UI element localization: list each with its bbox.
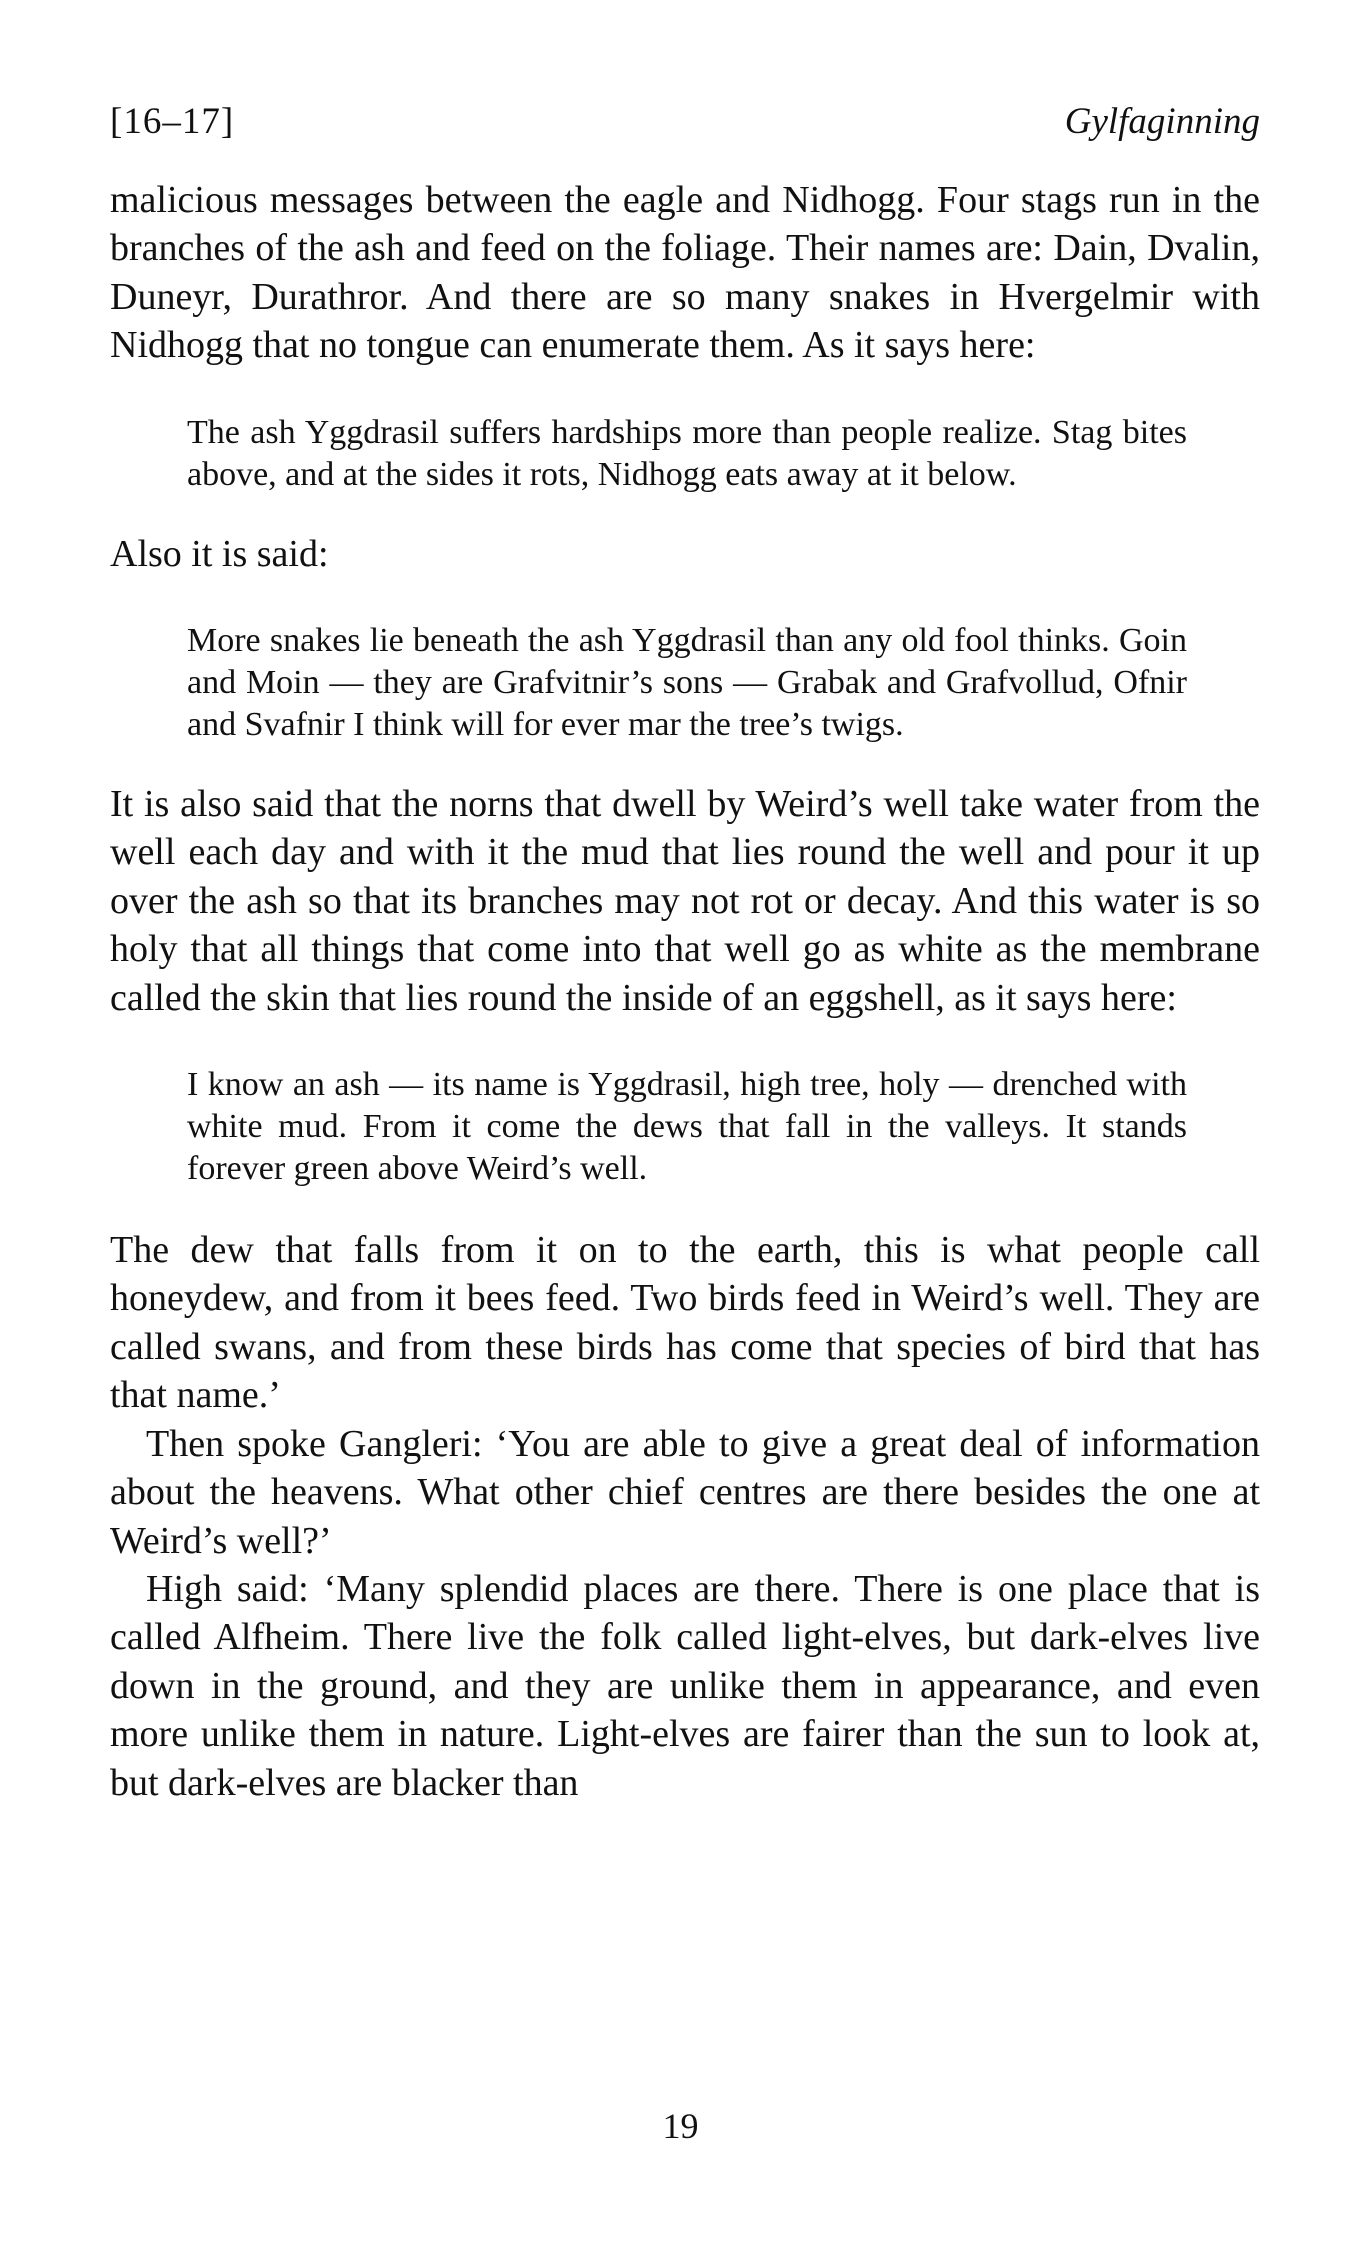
paragraph-also-said: Also it is said: [110,532,329,575]
running-head [110,100,1260,160]
page-number: 19 [662,2106,699,2146]
section-title: Gylfaginning [1064,101,1260,142]
page-range: [16–17] [110,101,235,142]
paragraph-norns: It is also said that the norns that dwell by Weird’s well take water from the well each day and with it the mud that lies round the well and pour it up over the ash so that its branches may not rot or decay. And this water is so holy that all things that come into that well go as white as the membrane called the skin that lies round the inside of an eggshell, as it says here: [110,783,1260,1019]
paragraph-gangleri: Then spoke Gangleri: ‘You are able to give a great deal of information about the heavens. What other chief centres are there besides the one at Weird’s well?’ [110,1422,1260,1562]
quote-yggdrasil-hardships: The ash Yggdrasil suffers hardships more than people realize. Stag bites above, and at the sides it rots, Nidhogg eats away at it below. [187,413,1187,493]
paragraph-alfheim: High said: ‘Many splendid places are there. There is one place that is called Alfheim. There live the folk called light-elves, but dark-elves live down in the ground, and they are unlike them in appearance, and even more unlike them in nature. Light-elves are fairer than the sun to look at, but dark-elves are blacker than [110,1567,1260,1804]
page-body [110,176,1260,1807]
paragraph-stags: malicious messages between the eagle and Nidhogg. Four stags run in the branches of the ash and feed on the foliage. Their names are: Dain, Dvalin, Duneyr, Durathror. And there are so many snakes in Hvergelmir with Nidhogg that no tongue can enumerate them. As it says here: [110,179,1260,367]
quote-white-mud: I know an ash — its name is Yggdrasil, high tree, holy — drenched with white mud. From it come the dews that fall in the valleys. It stands forever green above Weird’s well. [187,1066,1187,1188]
paragraph-honeydew: The dew that falls from it on to the earth, this is what people call honeydew, and from it bees feed. Two birds feed in Weird’s well. They are called swans, and from these birds has come that species of bird that has that name.’ [110,1229,1260,1417]
quote-snakes: More snakes lie beneath the ash Yggdrasil than any old fool thinks. Goin and Moin — they are Grafvitnir’s sons — Grabak and Grafvollud, Ofnir and Svafnir I think will for ever mar the tree’s twigs. [187,622,1187,744]
